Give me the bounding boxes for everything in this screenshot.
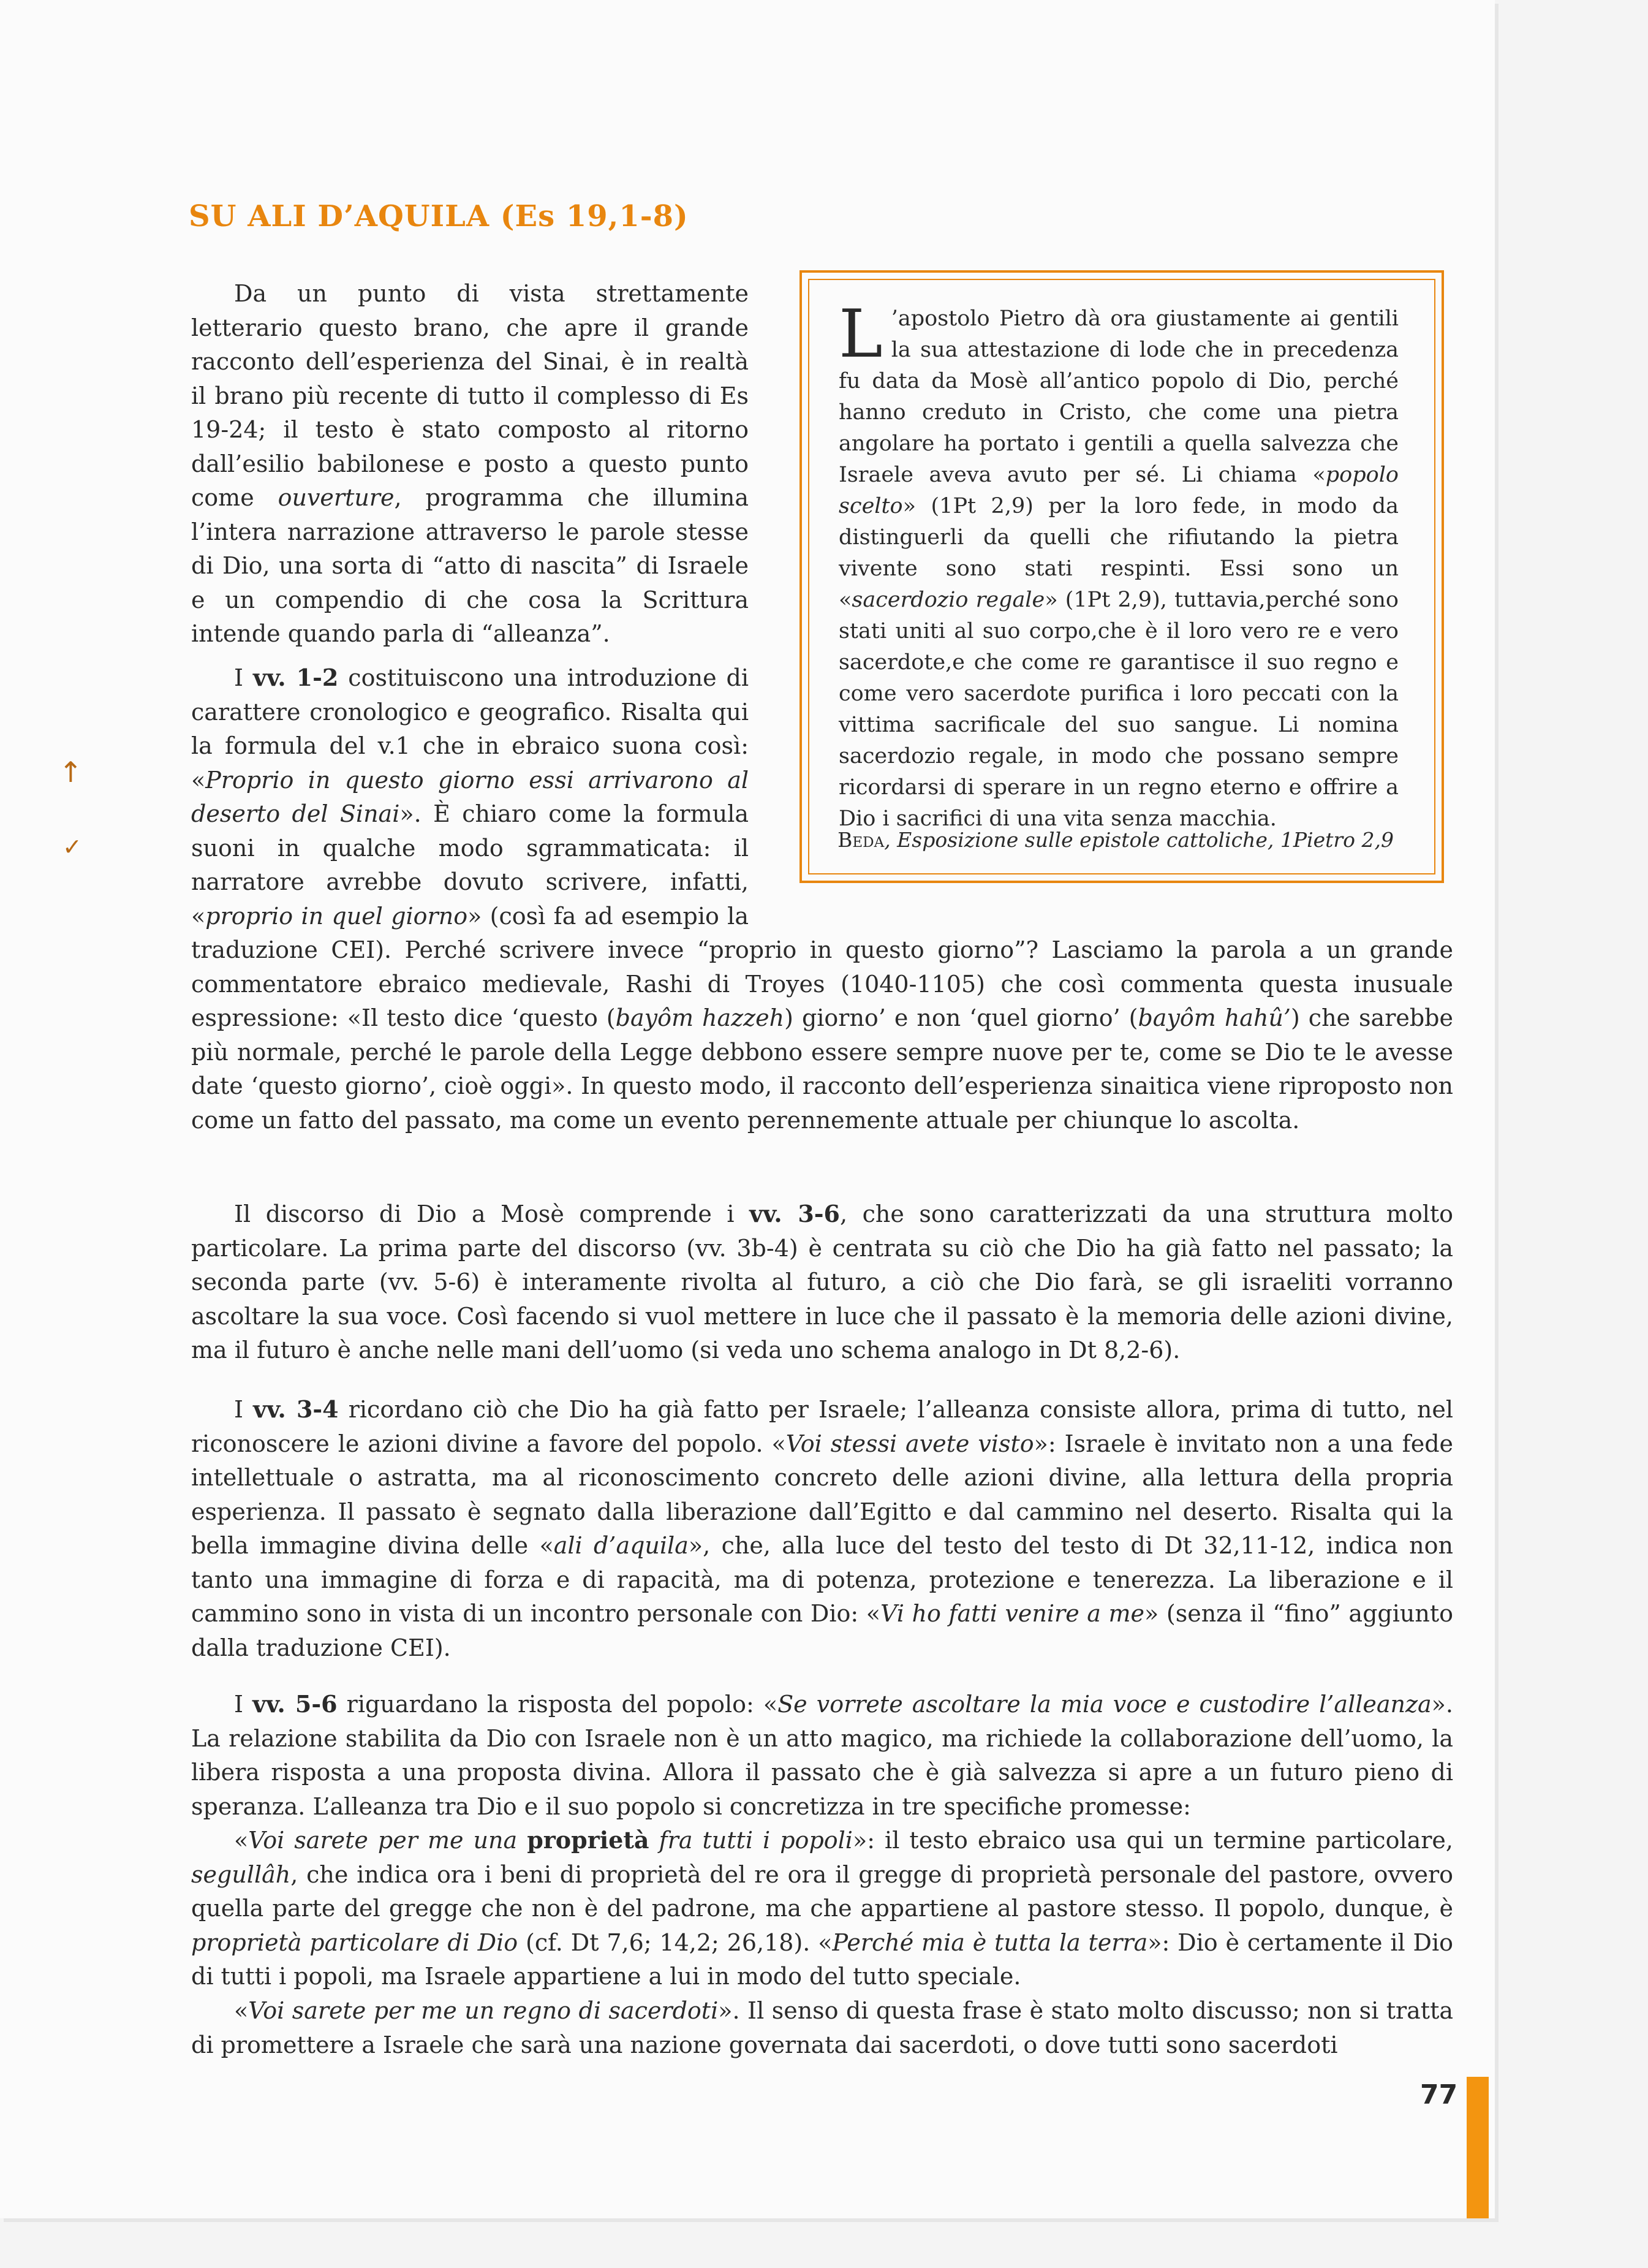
paragraph-vv5-6	[191, 1687, 1453, 1824]
quote-part: » (1Pt 2,9) per la loro fede, in modo da distinguerli da quelli che rifiutando la pietra vivente sono stati respinti. Essi sono un «	[839, 494, 1399, 612]
text-part: »: il testo ebraico usa qui un termine particolare,	[852, 1827, 1453, 1854]
text-part: »: Israele è invitato non a una fede intellettuale o astratta, ma al riconoscimento concreto delle azioni divine, alla lettura della propria esperienza. Il passato è segnato dalla liberazione dall’Egitto e dal cammino nel deserto. Risalta qui la bella immagine divina delle «	[191, 1430, 1454, 1559]
quote-part: » (1Pt 2,9), tuttavia,perché sono stati uniti al suo corpo,che è il loro vero re e vero sacerdote,e che come re garantisce il suo regno e come vero sacerdote purifica i loro peccati con la vittima sacrificale del suo sangue. Li nomina sacerdozio regale, in modo che possano sempre ricordarsi di sperare in un regno eterno e offrire a Dio i sacrifici di una vita senza macchia.	[839, 588, 1399, 831]
text-italic: segullâh	[191, 1860, 291, 1888]
paragraph-vv1-2-text	[191, 661, 1453, 1137]
text-italic: bayôm hahû’	[1138, 1004, 1291, 1031]
text-part: » (senza il “fino” aggiunto dalla traduzione CEI).	[191, 1600, 1453, 1661]
text-part: » (così fa ad esempio la traduzione CEI). Perché scrivere invece “proprio in questo giorno”? Lasciamo la parola a un grande commentatore ebraico medievale, Rashi di Troyes (1040-1105) che così commenta questa inusuale espressione: «Il testo dice ‘questo (	[191, 902, 1453, 1031]
text-italic: Se vorrete ascoltare la mia voce e custodire l’alleanza	[777, 1691, 1432, 1718]
text-part: «	[234, 1997, 249, 2024]
text-part: , che sono caratterizzati da una struttura molto particolare. La prima parte del discorso (vv. 3b-4) è centrata su ciò che Dio ha già fatto nel passato; la seconda parte (vv. 5-6) è interamente rivolta al futuro, a ciò che Dio farà, se gli israeliti vorranno ascoltare la sua voce. Così facendo si vuol mettere in luce che il passato è la memoria delle azioni divine, ma il futuro è anche nelle mani dell’uomo (si veda uno schema analogo in Dt 8,2-6).	[191, 1200, 1454, 1363]
text-part: ». È chiaro come la formula suoni in qualche modo sgrammaticata: il narratore avrebbe dovuto scrivere, infatti, «	[191, 800, 749, 930]
text-italic: bayôm hazzeh	[615, 1004, 785, 1031]
quote-part: popolo scelto	[839, 463, 1399, 518]
text-italic: Proprio in questo giorno essi arrivarono al deserto del Sinai	[191, 766, 749, 827]
paragraph-promise-2	[191, 1994, 1453, 2062]
paragraph-vv3-6	[191, 1197, 1453, 1368]
text-bold: proprietà	[527, 1826, 649, 1854]
text-italic: Vi ho fatti venire a me	[880, 1600, 1145, 1627]
paragraph-vv3-4	[191, 1392, 1453, 1665]
text-part: ». Il senso di questa frase è stato molto discusso; non si tratta di promettere a Israele che sarà una nazione governata dai sacerdoti, o dove tutti sono sacerdoti	[191, 1997, 1453, 2058]
float-spacer	[749, 661, 1453, 931]
text-part: (cf. Dt 7,6; 14,2; 26,18). «	[518, 1929, 833, 1956]
text-italic: Perché mia è tutta la terra	[832, 1929, 1148, 1956]
intro-italic: ouverture	[278, 484, 395, 511]
text-part: riguardano la risposta del popolo: «	[337, 1691, 778, 1718]
page-edge-tab	[1467, 2077, 1489, 2218]
quote-part: ’apostolo Pietro dà ora giustamente ai gentili la sua attestazione di lode che in precedenza fu data da Mosè all’antico popolo di Dio, perché hanno creduto in Cristo, che come una pietra angolare ha portato i gentili a quella salvezza che Israele aveva avuto per sé. Li chiama «	[839, 306, 1399, 487]
text-bold: vv. 3-6	[749, 1200, 840, 1227]
margin-mark-check: ✓	[62, 833, 82, 860]
text-part: «	[234, 1827, 249, 1854]
text-part: costituiscono una introduzione di carattere cronologico e geografico. Risalta qui la formula del v.1 che in ebraico suona così: «	[191, 664, 749, 794]
text-part: ) che sarebbe più normale, perché le parole della Legge debbono essere sempre nuove per te, come se Dio te le avesse date ‘questo giorno’, cioè oggi». In questo modo, il racconto dell’esperienza sinaitica viene riproposto non come un fatto del passato, ma come un evento perennemente attuale per chiunque lo ascolta.	[191, 1004, 1453, 1134]
section-title: SU ALI D’AQUILA (Es 19,1-8)	[189, 199, 689, 233]
text-part: ». La relazione stabilita da Dio con Israele non è un atto magico, ma richiede la collaborazione dell’uomo, la libera risposta a una proposta divina. Allora il passato che è già salvezza si apre a un futuro pieno di speranza. L’alleanza tra Dio e il suo popolo si concretizza in tre specifiche promesse:	[191, 1691, 1453, 1820]
text-italic: proprietà particolare di Dio	[191, 1929, 518, 1956]
text-part: ) giorno’ e non ‘quel giorno’ (	[784, 1004, 1138, 1031]
text-part: , che indica ora i beni di proprietà del re ora il gregge di proprietà personale del pastore, ovvero quella parte del gregge che non è del padrone, ma che appartiene al pastore stesso. Il popolo, dunque, è	[191, 1860, 1453, 1922]
text-part: », che, alla luce del testo del testo di Dt 32,11-12, indica non tanto una immagine di forza e di rapacità, ma di potenza, protezione e tenerezza. La liberazione e il cammino sono in vista di un incontro personale con Dio: «	[191, 1532, 1453, 1627]
text-italic: fra tutti i popoli	[649, 1827, 853, 1854]
text-italic: Voi sarete per me una	[248, 1827, 527, 1854]
text-part: I	[234, 1396, 254, 1423]
text-part: I	[234, 1691, 253, 1718]
source-work: , Esposizione sulle epistole cattoliche, 1Pietro 2,9	[884, 828, 1394, 852]
text-part: ricordano ciò che Dio ha già fatto per Israele; l’alleanza consiste allora, prima di tutto, nel riconoscere le azioni divine a favore del popolo. «	[191, 1396, 1453, 1457]
text-italic: ali d’aquila	[553, 1532, 689, 1559]
intro-end: , programma che illumina l’intera narrazione attraverso le parole stesse di Dio, una sorta di “atto di nascita” di Israele e un compendio di che cosa la Scrittura intende quando parla di “alleanza”.	[191, 484, 749, 647]
paragraph-intro	[191, 277, 749, 651]
source-author: Beda	[837, 828, 885, 852]
text-italic: Voi stessi avete visto	[785, 1430, 1034, 1457]
text-part: Il discorso di Dio a Mosè comprende i	[234, 1200, 750, 1227]
text-italic: proprio in quel giorno	[205, 902, 468, 930]
text-part: I	[234, 664, 244, 691]
page-number: 77	[1420, 2079, 1458, 2111]
text-part: »: Dio è certamente il Dio di tutti i popoli, ma Israele appartiene a lui in modo del tutto speciale.	[191, 1929, 1453, 1990]
quote-part: sacerdozio regale	[852, 588, 1045, 612]
text-bold: vv. 3-4	[253, 1395, 339, 1423]
margin-mark-arrow: ↑	[59, 756, 83, 789]
text-italic: Voi sarete per me un regno di sacerdoti	[248, 1997, 719, 2024]
text-bold: vv. 5-6	[252, 1690, 338, 1718]
text-bold: vv. 1-2	[252, 664, 339, 691]
intro-text: Da un punto di vista strettamente letterario questo brano, che apre il grande racconto dell’esperienza del Sinai, è in realtà il brano più recente di tutto il complesso di Es 19-24; il testo è stato composto al ritorno dall’esilio babilonese e posto a questo punto come	[191, 280, 749, 511]
paragraph-promise-1	[191, 1823, 1453, 1994]
drop-cap: L	[839, 296, 883, 373]
